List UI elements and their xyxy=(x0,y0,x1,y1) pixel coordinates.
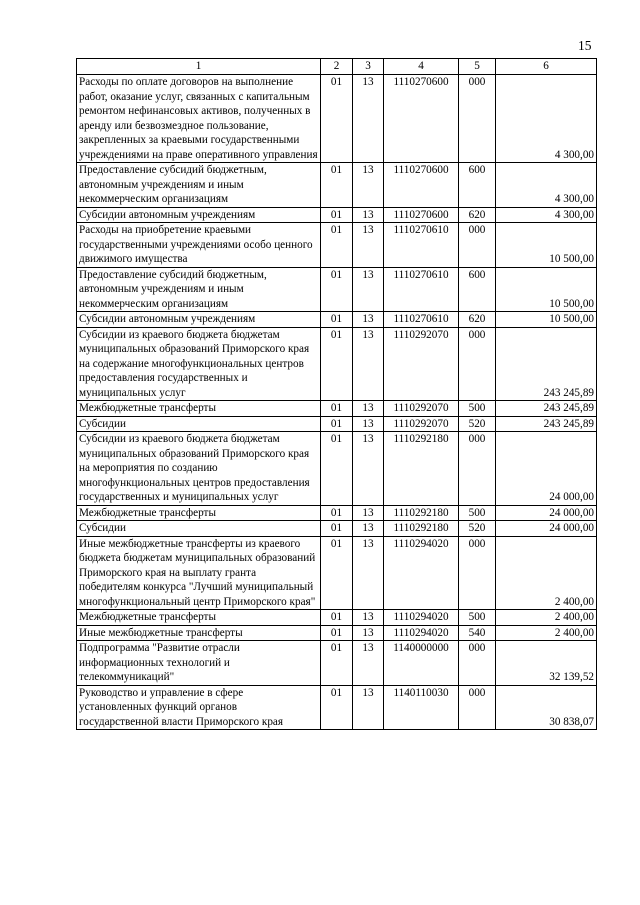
row-expense-type: 000 xyxy=(459,432,496,506)
row-amount: 10 500,00 xyxy=(496,267,597,312)
row-name: Предоставление субсидий бюджетным, автономным учреждениям и иным некоммерческим организациям xyxy=(77,267,321,312)
row-section: 01 xyxy=(321,327,353,401)
table-row xyxy=(77,521,597,537)
row-expense-type: 520 xyxy=(459,521,496,537)
row-amount: 243 245,89 xyxy=(496,327,597,401)
row-expense-type: 500 xyxy=(459,505,496,521)
table-row xyxy=(77,641,597,686)
row-expense-type: 520 xyxy=(459,416,496,432)
row-subsection: 13 xyxy=(353,207,384,223)
row-expense-type: 000 xyxy=(459,75,496,163)
table-row xyxy=(77,267,597,312)
header-row xyxy=(77,59,597,75)
table-row xyxy=(77,223,597,268)
table-row xyxy=(77,505,597,521)
row-section: 01 xyxy=(321,685,353,730)
row-subsection: 13 xyxy=(353,327,384,401)
row-subsection: 13 xyxy=(353,685,384,730)
row-amount: 2 400,00 xyxy=(496,536,597,610)
row-name: Субсидии из краевого бюджета бюджетам муниципальных образований Приморского края на мероприятия по созданию многофункциональных центров предоставления государственных и муниципальных услуг xyxy=(77,432,321,506)
column-header: 2 xyxy=(321,59,353,75)
table-row xyxy=(77,401,597,417)
row-expense-type: 000 xyxy=(459,536,496,610)
table-row xyxy=(77,416,597,432)
table-row xyxy=(77,207,597,223)
page-number: 15 xyxy=(578,38,592,53)
column-header: 6 xyxy=(496,59,597,75)
row-target-code: 1110294020 xyxy=(384,610,459,626)
row-subsection: 13 xyxy=(353,536,384,610)
row-name: Субсидии автономным учреждениям xyxy=(77,207,321,223)
row-expense-type: 600 xyxy=(459,267,496,312)
column-header: 5 xyxy=(459,59,496,75)
row-amount: 4 300,00 xyxy=(496,75,597,163)
row-section: 01 xyxy=(321,505,353,521)
row-subsection: 13 xyxy=(353,312,384,328)
row-name: Межбюджетные трансферты xyxy=(77,401,321,417)
row-target-code: 1110294020 xyxy=(384,536,459,610)
row-section: 01 xyxy=(321,521,353,537)
row-amount: 32 139,52 xyxy=(496,641,597,686)
column-header: 1 xyxy=(77,59,321,75)
row-subsection: 13 xyxy=(353,223,384,268)
table-row xyxy=(77,610,597,626)
row-subsection: 13 xyxy=(353,521,384,537)
row-amount: 24 000,00 xyxy=(496,432,597,506)
row-name: Межбюджетные трансферты xyxy=(77,505,321,521)
row-expense-type: 620 xyxy=(459,312,496,328)
row-name: Субсидии xyxy=(77,416,321,432)
row-subsection: 13 xyxy=(353,163,384,208)
row-subsection: 13 xyxy=(353,416,384,432)
row-name: Иные межбюджетные трансферты из краевого бюджета бюджетам муниципальных образований Приморского края на выплату гранта победителям конкурса "Лучший муниципальный многофункциональный центр Приморского края" xyxy=(77,536,321,610)
row-section: 01 xyxy=(321,432,353,506)
row-expense-type: 000 xyxy=(459,685,496,730)
row-section: 01 xyxy=(321,416,353,432)
table-body xyxy=(77,75,597,730)
row-name: Предоставление субсидий бюджетным, автономным учреждениям и иным некоммерческим организациям xyxy=(77,163,321,208)
table-row xyxy=(77,685,597,730)
column-header: 3 xyxy=(353,59,384,75)
row-expense-type: 500 xyxy=(459,401,496,417)
table-row xyxy=(77,536,597,610)
row-section: 01 xyxy=(321,625,353,641)
row-name: Расходы по оплате договоров на выполнение работ, оказание услуг, связанных с капитальным ремонтом нефинансовых активов, полученных в аренду или безвозмездное пользование, закрепленных за краевыми государственными учреждениями на праве оперативного управления xyxy=(77,75,321,163)
row-expense-type: 540 xyxy=(459,625,496,641)
row-amount: 4 300,00 xyxy=(496,163,597,208)
row-target-code: 1110292180 xyxy=(384,432,459,506)
row-target-code: 1140110030 xyxy=(384,685,459,730)
row-name: Расходы на приобретение краевыми государственными учреждениями особо ценного движимого имущества xyxy=(77,223,321,268)
row-subsection: 13 xyxy=(353,505,384,521)
column-header: 4 xyxy=(384,59,459,75)
row-expense-type: 620 xyxy=(459,207,496,223)
row-target-code: 1110292070 xyxy=(384,401,459,417)
row-target-code: 1110270610 xyxy=(384,267,459,312)
table-row xyxy=(77,75,597,163)
row-target-code: 1110292180 xyxy=(384,521,459,537)
row-amount: 24 000,00 xyxy=(496,521,597,537)
row-subsection: 13 xyxy=(353,625,384,641)
row-target-code: 1110292070 xyxy=(384,327,459,401)
table-row xyxy=(77,163,597,208)
row-section: 01 xyxy=(321,610,353,626)
row-expense-type: 000 xyxy=(459,327,496,401)
table-row xyxy=(77,432,597,506)
row-subsection: 13 xyxy=(353,267,384,312)
row-subsection: 13 xyxy=(353,432,384,506)
row-subsection: 13 xyxy=(353,401,384,417)
row-amount: 30 838,07 xyxy=(496,685,597,730)
row-target-code: 1110270600 xyxy=(384,207,459,223)
row-subsection: 13 xyxy=(353,641,384,686)
table-row xyxy=(77,312,597,328)
row-section: 01 xyxy=(321,207,353,223)
row-section: 01 xyxy=(321,163,353,208)
row-target-code: 1110270600 xyxy=(384,163,459,208)
row-amount: 243 245,89 xyxy=(496,416,597,432)
row-target-code: 1140000000 xyxy=(384,641,459,686)
row-target-code: 1110270610 xyxy=(384,312,459,328)
row-section: 01 xyxy=(321,312,353,328)
row-expense-type: 000 xyxy=(459,641,496,686)
row-name: Руководство и управление в сфере установленных функций органов государственной власти Приморского края xyxy=(77,685,321,730)
row-subsection: 13 xyxy=(353,75,384,163)
row-expense-type: 000 xyxy=(459,223,496,268)
row-name: Иные межбюджетные трансферты xyxy=(77,625,321,641)
table-row xyxy=(77,327,597,401)
row-target-code: 1110270610 xyxy=(384,223,459,268)
table-row xyxy=(77,625,597,641)
row-name: Субсидии автономным учреждениям xyxy=(77,312,321,328)
row-section: 01 xyxy=(321,641,353,686)
row-target-code: 1110292070 xyxy=(384,416,459,432)
row-amount: 10 500,00 xyxy=(496,312,597,328)
row-name: Межбюджетные трансферты xyxy=(77,610,321,626)
row-amount: 24 000,00 xyxy=(496,505,597,521)
row-amount: 243 245,89 xyxy=(496,401,597,417)
row-expense-type: 600 xyxy=(459,163,496,208)
budget-table xyxy=(76,58,597,730)
row-section: 01 xyxy=(321,401,353,417)
row-target-code: 1110270600 xyxy=(384,75,459,163)
row-subsection: 13 xyxy=(353,610,384,626)
row-amount: 4 300,00 xyxy=(496,207,597,223)
row-section: 01 xyxy=(321,267,353,312)
row-expense-type: 500 xyxy=(459,610,496,626)
row-amount: 2 400,00 xyxy=(496,625,597,641)
row-amount: 10 500,00 xyxy=(496,223,597,268)
row-name: Подпрограмма "Развитие отрасли информационных технологий и телекоммуникаций" xyxy=(77,641,321,686)
row-section: 01 xyxy=(321,75,353,163)
row-section: 01 xyxy=(321,536,353,610)
row-name: Субсидии xyxy=(77,521,321,537)
row-target-code: 1110292180 xyxy=(384,505,459,521)
row-name: Субсидии из краевого бюджета бюджетам муниципальных образований Приморского края на содержание многофункциональных центров предоставления государственных и муниципальных услуг xyxy=(77,327,321,401)
row-amount: 2 400,00 xyxy=(496,610,597,626)
row-section: 01 xyxy=(321,223,353,268)
row-target-code: 1110294020 xyxy=(384,625,459,641)
